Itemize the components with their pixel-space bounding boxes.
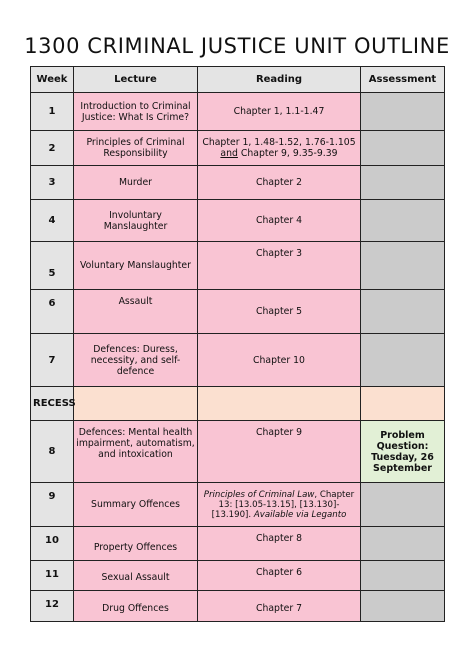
lecture-cell: Defences: Mental health impairment, automatism, and intoxication xyxy=(74,421,198,483)
lecture-cell xyxy=(74,387,198,421)
assessment-cell xyxy=(361,131,445,166)
assessment-cell xyxy=(361,591,445,622)
week-cell: 12 xyxy=(31,591,74,622)
table-row xyxy=(31,527,445,561)
table-row xyxy=(31,200,445,242)
week-cell: 1 xyxy=(31,93,74,131)
table-row xyxy=(31,421,445,483)
week-cell: 4 xyxy=(31,200,74,242)
reading-cell: Chapter 6 xyxy=(198,561,361,591)
reading-cell: Chapter 8 xyxy=(198,527,361,561)
week-cell: 6 xyxy=(31,290,74,334)
week-cell: 5 xyxy=(31,242,74,290)
week-cell: 11 xyxy=(31,561,74,591)
reading-text: Chapter 1, 1.48-1.52, 1.76-1.105 xyxy=(202,137,356,148)
assessment-cell xyxy=(361,334,445,387)
unit-outline-table xyxy=(30,66,445,622)
table-row xyxy=(31,591,445,622)
header-row xyxy=(31,67,445,93)
reading-text: , Chapter 13: [13.05-13.15], [13.130]- [13.190]. xyxy=(211,489,355,520)
table-row xyxy=(31,93,445,131)
lecture-cell: Drug Offences xyxy=(74,591,198,622)
lecture-cell: Involuntary Manslaughter xyxy=(74,200,198,242)
reading-cell: Chapter 9 xyxy=(198,421,361,483)
reading-availability: Available via Leganto xyxy=(253,509,347,520)
assessment-cell xyxy=(361,93,445,131)
lecture-cell: Assault xyxy=(74,290,198,334)
assessment-cell xyxy=(361,527,445,561)
assessment-cell xyxy=(361,242,445,290)
table-row xyxy=(31,242,445,290)
reading-book-title: Principles of Criminal Law xyxy=(203,489,315,500)
lecture-cell: Voluntary Manslaughter xyxy=(74,242,198,290)
table-row xyxy=(31,290,445,334)
assessment-cell xyxy=(361,200,445,242)
reading-cell xyxy=(198,131,361,166)
assessment-cell xyxy=(361,290,445,334)
assessment-cell xyxy=(361,561,445,591)
reading-cell xyxy=(198,387,361,421)
reading-cell: Chapter 10 xyxy=(198,334,361,387)
assessment-cell: Problem Question: Tuesday, 26 September xyxy=(361,421,445,483)
week-cell: 10 xyxy=(31,527,74,561)
lecture-cell: Principles of Criminal Responsibility xyxy=(74,131,198,166)
lecture-cell: Introduction to Criminal Justice: What Is Crime? xyxy=(74,93,198,131)
table-row xyxy=(31,131,445,166)
page-title: 1300 CRIMINAL JUSTICE UNIT OUTLINE xyxy=(24,34,450,58)
week-cell: 9 xyxy=(31,483,74,527)
reading-cell: Chapter 3 xyxy=(198,242,361,290)
table-row xyxy=(31,166,445,200)
assessment-cell xyxy=(361,387,445,421)
header-lecture: Lecture xyxy=(74,67,198,93)
week-cell: 8 xyxy=(31,421,74,483)
table-row xyxy=(31,334,445,387)
reading-and-underlined: and xyxy=(220,148,238,159)
lecture-cell: Defences: Duress, necessity, and self-defence xyxy=(74,334,198,387)
reading-cell: Chapter 4 xyxy=(198,200,361,242)
week-cell: RECESS xyxy=(31,387,74,421)
lecture-cell: Property Offences xyxy=(74,527,198,561)
table-row xyxy=(31,561,445,591)
week-cell: 3 xyxy=(31,166,74,200)
reading-cell: Chapter 2 xyxy=(198,166,361,200)
table-row xyxy=(31,483,445,527)
assessment-cell xyxy=(361,166,445,200)
assessment-cell xyxy=(361,483,445,527)
recess-row xyxy=(31,387,445,421)
reading-text: Chapter 9, 9.35-9.39 xyxy=(240,148,338,159)
lecture-cell: Murder xyxy=(74,166,198,200)
week-cell: 2 xyxy=(31,131,74,166)
lecture-cell: Sexual Assault xyxy=(74,561,198,591)
lecture-cell: Summary Offences xyxy=(74,483,198,527)
reading-cell: Chapter 5 xyxy=(198,290,361,334)
reading-cell: Chapter 7 xyxy=(198,591,361,622)
header-assessment: Assessment xyxy=(361,67,445,93)
reading-cell: Chapter 1, 1.1-1.47 xyxy=(198,93,361,131)
week-cell: 7 xyxy=(31,334,74,387)
header-week: Week xyxy=(31,67,74,93)
reading-cell xyxy=(198,483,361,527)
header-reading: Reading xyxy=(198,67,361,93)
